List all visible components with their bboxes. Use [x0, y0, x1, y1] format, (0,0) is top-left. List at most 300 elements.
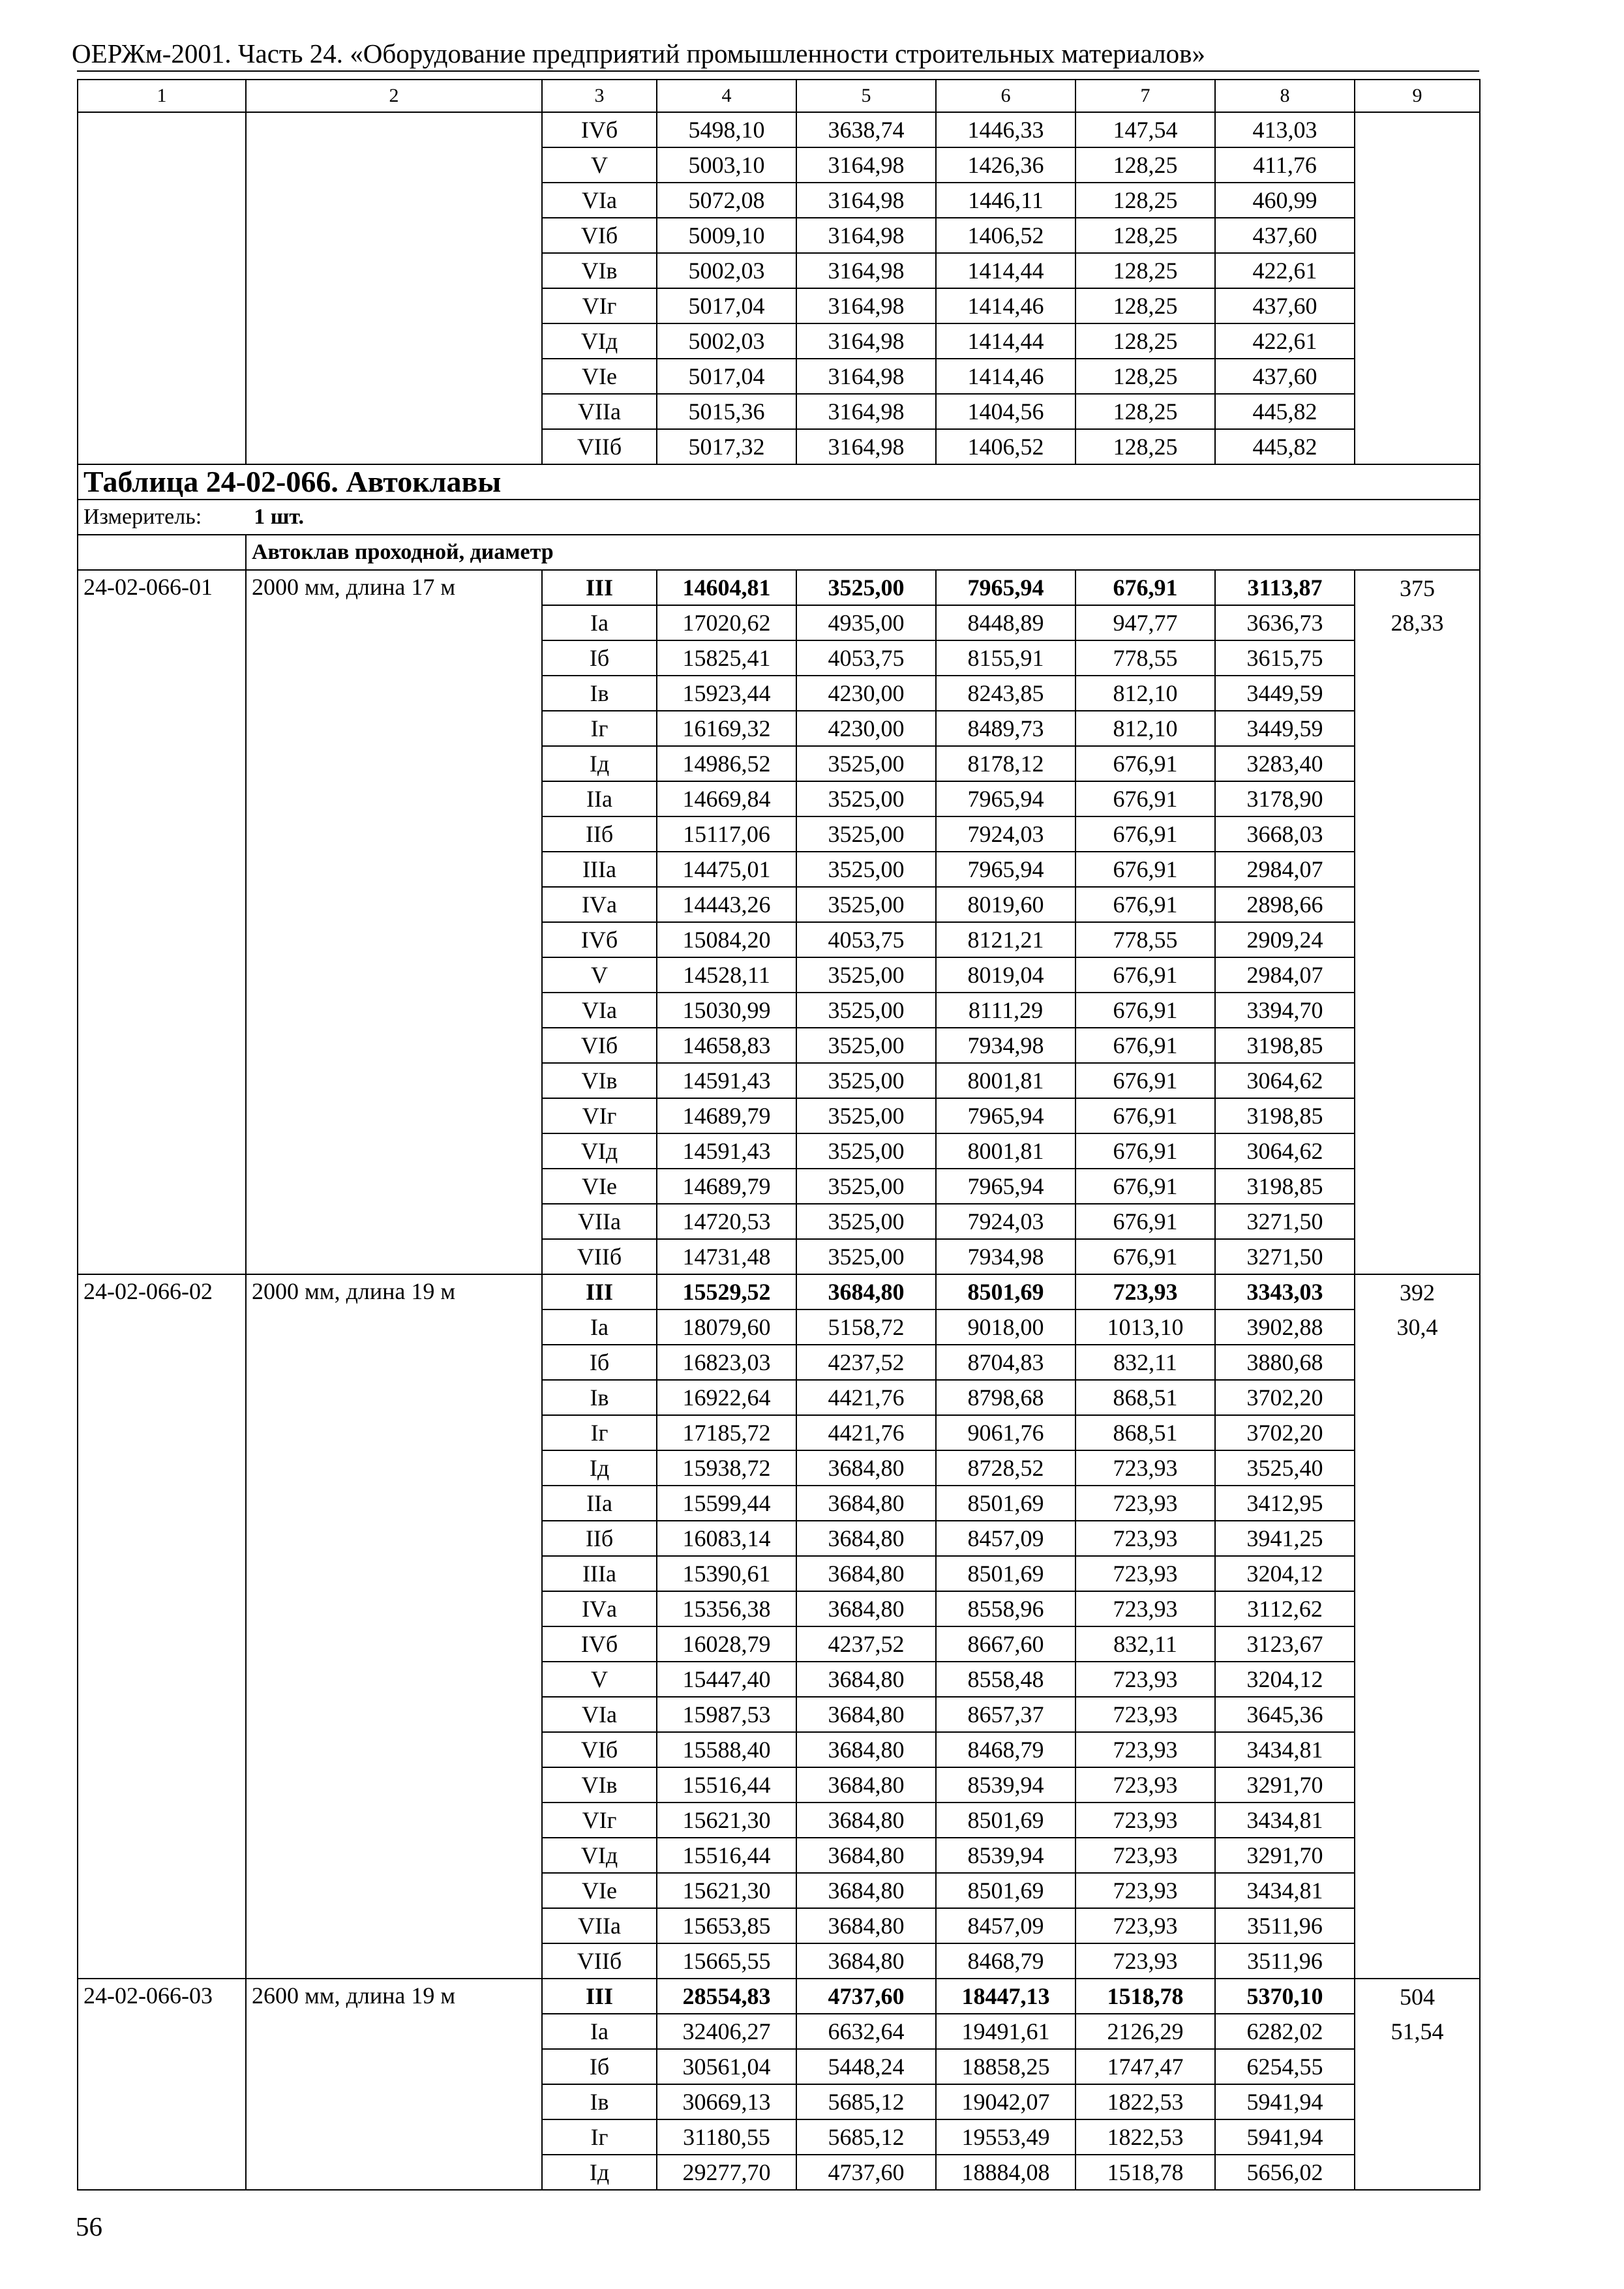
value-cell: 5656,02: [1215, 2155, 1355, 2190]
value-cell: 1406,52: [936, 429, 1075, 464]
table-row: [78, 816, 1480, 852]
value-cell: 868,51: [1075, 1415, 1215, 1450]
value-cell: 3525,00: [796, 1204, 936, 1239]
zone-cell: VIа: [542, 183, 657, 218]
col9-cell: [1355, 218, 1480, 253]
col9-cell: [1355, 1239, 1480, 1274]
value-cell: 4421,76: [796, 1380, 936, 1415]
value-cell: 3684,80: [796, 1450, 936, 1486]
zone-cell: VIе: [542, 1169, 657, 1204]
zone-cell: VIв: [542, 253, 657, 288]
zone-cell: Iб: [542, 640, 657, 676]
table-row: [78, 1626, 1480, 1662]
value-cell: 16922,64: [657, 1380, 796, 1415]
value-cell: 9061,76: [936, 1415, 1075, 1450]
value-cell: 8019,60: [936, 887, 1075, 922]
value-cell: 7965,94: [936, 1098, 1075, 1133]
item-description: [246, 746, 542, 781]
item-code: [78, 1697, 246, 1732]
value-cell: 3511,96: [1215, 1943, 1355, 1979]
value-cell: 15987,53: [657, 1697, 796, 1732]
value-cell: 3198,85: [1215, 1028, 1355, 1063]
zone-cell: VIв: [542, 1063, 657, 1098]
item-code: [78, 1873, 246, 1908]
value-cell: 676,91: [1075, 993, 1215, 1028]
value-cell: 8798,68: [936, 1380, 1075, 1415]
value-cell: 832,11: [1075, 1345, 1215, 1380]
item-code: [78, 1309, 246, 1345]
column-header: 8: [1215, 80, 1355, 112]
table-row: [78, 1063, 1480, 1098]
value-cell: 7934,98: [936, 1239, 1075, 1274]
col9-cell: [1355, 1063, 1480, 1098]
table-row: [78, 746, 1480, 781]
item-description: [246, 957, 542, 993]
code-cell: [78, 394, 246, 429]
item-code: [78, 2014, 246, 2049]
value-cell: 1414,46: [936, 288, 1075, 323]
value-cell: 3283,40: [1215, 746, 1355, 781]
value-cell: 3702,20: [1215, 1380, 1355, 1415]
zone-cell: Iг: [542, 1415, 657, 1450]
value-cell: 14731,48: [657, 1239, 796, 1274]
col9-cell: [1355, 1204, 1480, 1239]
value-cell: 723,93: [1075, 1943, 1215, 1979]
value-cell: 3525,40: [1215, 1450, 1355, 1486]
value-cell: 19491,61: [936, 2014, 1075, 2049]
value-cell: 3164,98: [796, 323, 936, 359]
table-row: [78, 781, 1480, 816]
value-cell: 3525,00: [796, 1169, 936, 1204]
value-cell: 4237,52: [796, 1345, 936, 1380]
col9-cell: [1355, 2049, 1480, 2084]
col9-cell: 392: [1355, 1274, 1480, 1309]
value-cell: 32406,27: [657, 2014, 796, 2049]
value-cell: 15084,20: [657, 922, 796, 957]
item-description: [246, 816, 542, 852]
value-cell: 15030,99: [657, 993, 796, 1028]
item-description: [246, 2049, 542, 2084]
value-cell: 3434,81: [1215, 1803, 1355, 1838]
code-cell: [78, 147, 246, 183]
table-row: [78, 1662, 1480, 1697]
table-row: [78, 1309, 1480, 1345]
value-cell: 3525,00: [796, 816, 936, 852]
value-cell: 3636,73: [1215, 605, 1355, 640]
table-row: [78, 112, 1480, 147]
value-cell: 3684,80: [796, 1274, 936, 1309]
value-cell: 1414,44: [936, 323, 1075, 359]
value-cell: 30669,13: [657, 2084, 796, 2119]
value-cell: 723,93: [1075, 1697, 1215, 1732]
zone-cell: VIб: [542, 1732, 657, 1767]
item-description: [246, 1239, 542, 1274]
value-cell: 868,51: [1075, 1380, 1215, 1415]
value-cell: 8501,69: [936, 1274, 1075, 1309]
col9-cell: 30,4: [1355, 1309, 1480, 1345]
col9-cell: [1355, 1803, 1480, 1838]
value-cell: 14720,53: [657, 1204, 796, 1239]
value-cell: 3684,80: [796, 1486, 936, 1521]
value-cell: 3343,03: [1215, 1274, 1355, 1309]
code-cell: [78, 323, 246, 359]
item-description: [246, 852, 542, 887]
desc-cell: [246, 112, 542, 147]
zone-cell: VIIа: [542, 1908, 657, 1943]
value-cell: 3525,00: [796, 993, 936, 1028]
value-cell: 3271,50: [1215, 1239, 1355, 1274]
value-cell: 5002,03: [657, 253, 796, 288]
zone-cell: IVб: [542, 922, 657, 957]
value-cell: 422,61: [1215, 323, 1355, 359]
value-cell: 3412,95: [1215, 1486, 1355, 1521]
header-rule: [77, 70, 1479, 72]
value-cell: 15356,38: [657, 1591, 796, 1626]
item-description: [246, 2014, 542, 2049]
col9-cell: [1355, 1415, 1480, 1450]
value-cell: 6282,02: [1215, 2014, 1355, 2049]
col9-cell: [1355, 640, 1480, 676]
value-cell: 723,93: [1075, 1908, 1215, 1943]
value-cell: 3449,59: [1215, 676, 1355, 711]
item-description: [246, 1662, 542, 1697]
value-cell: 128,25: [1075, 429, 1215, 464]
item-code: [78, 605, 246, 640]
item-description: [246, 1521, 542, 1556]
value-cell: 3684,80: [796, 1803, 936, 1838]
item-code: [78, 1838, 246, 1873]
value-cell: 128,25: [1075, 288, 1215, 323]
value-cell: 1446,33: [936, 112, 1075, 147]
value-cell: 676,91: [1075, 1098, 1215, 1133]
value-cell: 14443,26: [657, 887, 796, 922]
value-cell: 128,25: [1075, 218, 1215, 253]
value-cell: 2909,24: [1215, 922, 1355, 957]
measure-row: [78, 500, 1480, 535]
value-cell: 3525,00: [796, 1063, 936, 1098]
value-cell: 8448,89: [936, 605, 1075, 640]
col9-cell: [1355, 1873, 1480, 1908]
table-row: [78, 852, 1480, 887]
value-cell: 128,25: [1075, 394, 1215, 429]
col9-cell: [1355, 253, 1480, 288]
item-code: [78, 1486, 246, 1521]
desc-cell: [246, 288, 542, 323]
value-cell: 778,55: [1075, 922, 1215, 957]
value-cell: 15938,72: [657, 1450, 796, 1486]
value-cell: 3902,88: [1215, 1309, 1355, 1345]
item-code: [78, 746, 246, 781]
value-cell: 3684,80: [796, 1662, 936, 1697]
col9-cell: [1355, 816, 1480, 852]
value-cell: 128,25: [1075, 253, 1215, 288]
item-code: [78, 2155, 246, 2190]
zone-cell: IIа: [542, 1486, 657, 1521]
col9-cell: [1355, 1556, 1480, 1591]
value-cell: 28554,83: [657, 1979, 796, 2014]
value-cell: 3684,80: [796, 1521, 936, 1556]
value-cell: 676,91: [1075, 887, 1215, 922]
value-cell: 8489,73: [936, 711, 1075, 746]
value-cell: 3291,70: [1215, 1767, 1355, 1803]
value-cell: 3164,98: [796, 183, 936, 218]
table-row: [78, 183, 1480, 218]
value-cell: 15529,52: [657, 1274, 796, 1309]
value-cell: 723,93: [1075, 1767, 1215, 1803]
value-cell: 4230,00: [796, 676, 936, 711]
table-row: [78, 2119, 1480, 2155]
value-cell: 5685,12: [796, 2084, 936, 2119]
value-cell: 1822,53: [1075, 2119, 1215, 2155]
value-cell: 4935,00: [796, 605, 936, 640]
table-row: [78, 570, 1480, 605]
value-cell: 14986,52: [657, 746, 796, 781]
item-code: [78, 852, 246, 887]
value-cell: 3511,96: [1215, 1908, 1355, 1943]
zone-cell: VIг: [542, 1098, 657, 1133]
value-cell: 7965,94: [936, 781, 1075, 816]
value-cell: 8657,37: [936, 1697, 1075, 1732]
col9-cell: [1355, 2119, 1480, 2155]
value-cell: 5448,24: [796, 2049, 936, 2084]
page-number: 56: [76, 2211, 102, 2241]
col9-cell: 28,33: [1355, 605, 1480, 640]
zone-cell: IVб: [542, 112, 657, 147]
zone-cell: VIIа: [542, 394, 657, 429]
value-cell: 3112,62: [1215, 1591, 1355, 1626]
zone-cell: Iв: [542, 1380, 657, 1415]
zone-cell: V: [542, 957, 657, 993]
col9-cell: [1355, 1521, 1480, 1556]
item-code: [78, 1732, 246, 1767]
column-header: 7: [1075, 80, 1215, 112]
value-cell: 4053,75: [796, 640, 936, 676]
table-row: [78, 887, 1480, 922]
value-cell: 15516,44: [657, 1767, 796, 1803]
value-cell: 17185,72: [657, 1415, 796, 1450]
value-cell: 7924,03: [936, 816, 1075, 852]
item-description: [246, 711, 542, 746]
column-header: 9: [1355, 80, 1480, 112]
value-cell: 413,03: [1215, 112, 1355, 147]
item-description: [246, 993, 542, 1028]
value-cell: 676,91: [1075, 1028, 1215, 1063]
value-cell: 437,60: [1215, 218, 1355, 253]
value-cell: 3198,85: [1215, 1098, 1355, 1133]
value-cell: 16083,14: [657, 1521, 796, 1556]
table-row: [78, 1028, 1480, 1063]
value-cell: 3525,00: [796, 746, 936, 781]
col9-cell: [1355, 1626, 1480, 1662]
value-cell: 676,91: [1075, 1063, 1215, 1098]
col9-cell: [1355, 1908, 1480, 1943]
value-cell: 1446,11: [936, 183, 1075, 218]
value-cell: 1822,53: [1075, 2084, 1215, 2119]
item-code: [78, 2049, 246, 2084]
table-row: [78, 359, 1480, 394]
value-cell: 2984,07: [1215, 957, 1355, 993]
zone-cell: Iд: [542, 2155, 657, 2190]
item-code: [78, 676, 246, 711]
value-cell: 3064,62: [1215, 1133, 1355, 1169]
zone-cell: Iв: [542, 676, 657, 711]
value-cell: 8501,69: [936, 1486, 1075, 1521]
table-row: [78, 1838, 1480, 1873]
value-cell: 16028,79: [657, 1626, 796, 1662]
item-code: [78, 640, 246, 676]
table-row: [78, 1697, 1480, 1732]
value-cell: 15599,44: [657, 1486, 796, 1521]
value-cell: 14689,79: [657, 1098, 796, 1133]
zone-cell: VIд: [542, 1838, 657, 1873]
value-cell: 3684,80: [796, 1767, 936, 1803]
table-row: [78, 1133, 1480, 1169]
value-cell: 4230,00: [796, 711, 936, 746]
zone-cell: Iб: [542, 2049, 657, 2084]
zone-cell: VIб: [542, 1028, 657, 1063]
desc-cell: [246, 394, 542, 429]
value-cell: 723,93: [1075, 1521, 1215, 1556]
value-cell: 15653,85: [657, 1908, 796, 1943]
table-row: [78, 2084, 1480, 2119]
measure-unit: 1 шт.: [254, 505, 305, 529]
desc-cell: [246, 359, 542, 394]
table-row: [78, 1521, 1480, 1556]
table-row: [78, 2014, 1480, 2049]
value-cell: 3668,03: [1215, 816, 1355, 852]
value-cell: 5941,94: [1215, 2084, 1355, 2119]
zone-cell: VIе: [542, 1873, 657, 1908]
item-description: [246, 1345, 542, 1380]
price-table: [77, 79, 1481, 2191]
value-cell: 5009,10: [657, 218, 796, 253]
zone-cell: VIг: [542, 288, 657, 323]
value-cell: 3525,00: [796, 887, 936, 922]
value-cell: 1747,47: [1075, 2049, 1215, 2084]
code-cell: [78, 288, 246, 323]
value-cell: 3684,80: [796, 1838, 936, 1873]
col9-cell: [1355, 676, 1480, 711]
desc-cell: [246, 429, 542, 464]
item-code: [78, 887, 246, 922]
item-code: [78, 993, 246, 1028]
value-cell: 5158,72: [796, 1309, 936, 1345]
value-cell: 2898,66: [1215, 887, 1355, 922]
zone-cell: VIIб: [542, 1943, 657, 1979]
code-cell: [78, 359, 246, 394]
zone-cell: Iг: [542, 711, 657, 746]
value-cell: 3291,70: [1215, 1838, 1355, 1873]
col9-cell: [1355, 2084, 1480, 2119]
col9-cell: [1355, 746, 1480, 781]
zone-cell: IIа: [542, 781, 657, 816]
value-cell: 15516,44: [657, 1838, 796, 1873]
col9-cell: [1355, 852, 1480, 887]
zone-cell: Iд: [542, 1450, 657, 1486]
value-cell: 676,91: [1075, 1239, 1215, 1274]
table-row: [78, 1591, 1480, 1626]
value-cell: 3941,25: [1215, 1521, 1355, 1556]
value-cell: 812,10: [1075, 676, 1215, 711]
value-cell: 8001,81: [936, 1063, 1075, 1098]
col9-cell: [1355, 288, 1480, 323]
value-cell: 723,93: [1075, 1450, 1215, 1486]
value-cell: 3123,67: [1215, 1626, 1355, 1662]
value-cell: 9018,00: [936, 1309, 1075, 1345]
col9-cell: [1355, 1028, 1480, 1063]
value-cell: 18858,25: [936, 2049, 1075, 2084]
value-cell: 14528,11: [657, 957, 796, 993]
value-cell: 3525,00: [796, 781, 936, 816]
value-cell: 15447,40: [657, 1662, 796, 1697]
value-cell: 5002,03: [657, 323, 796, 359]
value-cell: 14689,79: [657, 1169, 796, 1204]
value-cell: 15665,55: [657, 1943, 796, 1979]
zone-cell: VIа: [542, 993, 657, 1028]
item-description: [246, 1169, 542, 1204]
item-description: [246, 605, 542, 640]
col9-cell: [1355, 957, 1480, 993]
value-cell: 5017,04: [657, 288, 796, 323]
item-description: [246, 1556, 542, 1591]
value-cell: 8558,48: [936, 1662, 1075, 1697]
value-cell: 5370,10: [1215, 1979, 1355, 2014]
item-code: [78, 922, 246, 957]
value-cell: 7965,94: [936, 570, 1075, 605]
value-cell: 1426,36: [936, 147, 1075, 183]
value-cell: 7965,94: [936, 852, 1075, 887]
value-cell: 15621,30: [657, 1803, 796, 1838]
value-cell: 8155,91: [936, 640, 1075, 676]
value-cell: 445,82: [1215, 429, 1355, 464]
zone-cell: Iа: [542, 605, 657, 640]
table-row: [78, 2049, 1480, 2084]
value-cell: 3434,81: [1215, 1732, 1355, 1767]
item-description: [246, 1803, 542, 1838]
col9-cell: 51,54: [1355, 2014, 1480, 2049]
value-cell: 15117,06: [657, 816, 796, 852]
desc-cell: [246, 147, 542, 183]
value-cell: 437,60: [1215, 359, 1355, 394]
value-cell: 3615,75: [1215, 640, 1355, 676]
value-cell: 3525,00: [796, 852, 936, 887]
col9-cell: [1355, 1697, 1480, 1732]
item-code: [78, 1591, 246, 1626]
item-description: 2000 мм, длина 17 м: [246, 570, 542, 605]
value-cell: 3164,98: [796, 288, 936, 323]
item-code: [78, 1556, 246, 1591]
table-row: [78, 323, 1480, 359]
value-cell: 832,11: [1075, 1626, 1215, 1662]
table-row: [78, 1943, 1480, 1979]
col9-cell: [1355, 147, 1480, 183]
value-cell: 3684,80: [796, 1697, 936, 1732]
item-description: [246, 1204, 542, 1239]
value-cell: 1414,46: [936, 359, 1075, 394]
value-cell: 5017,32: [657, 429, 796, 464]
value-cell: 723,93: [1075, 1732, 1215, 1767]
value-cell: 723,93: [1075, 1803, 1215, 1838]
value-cell: 3164,98: [796, 359, 936, 394]
value-cell: 128,25: [1075, 147, 1215, 183]
value-cell: 3271,50: [1215, 1204, 1355, 1239]
value-cell: 676,91: [1075, 816, 1215, 852]
value-cell: 3684,80: [796, 1873, 936, 1908]
value-cell: 3434,81: [1215, 1873, 1355, 1908]
item-code: [78, 1943, 246, 1979]
table-row: [78, 1204, 1480, 1239]
value-cell: 15923,44: [657, 676, 796, 711]
